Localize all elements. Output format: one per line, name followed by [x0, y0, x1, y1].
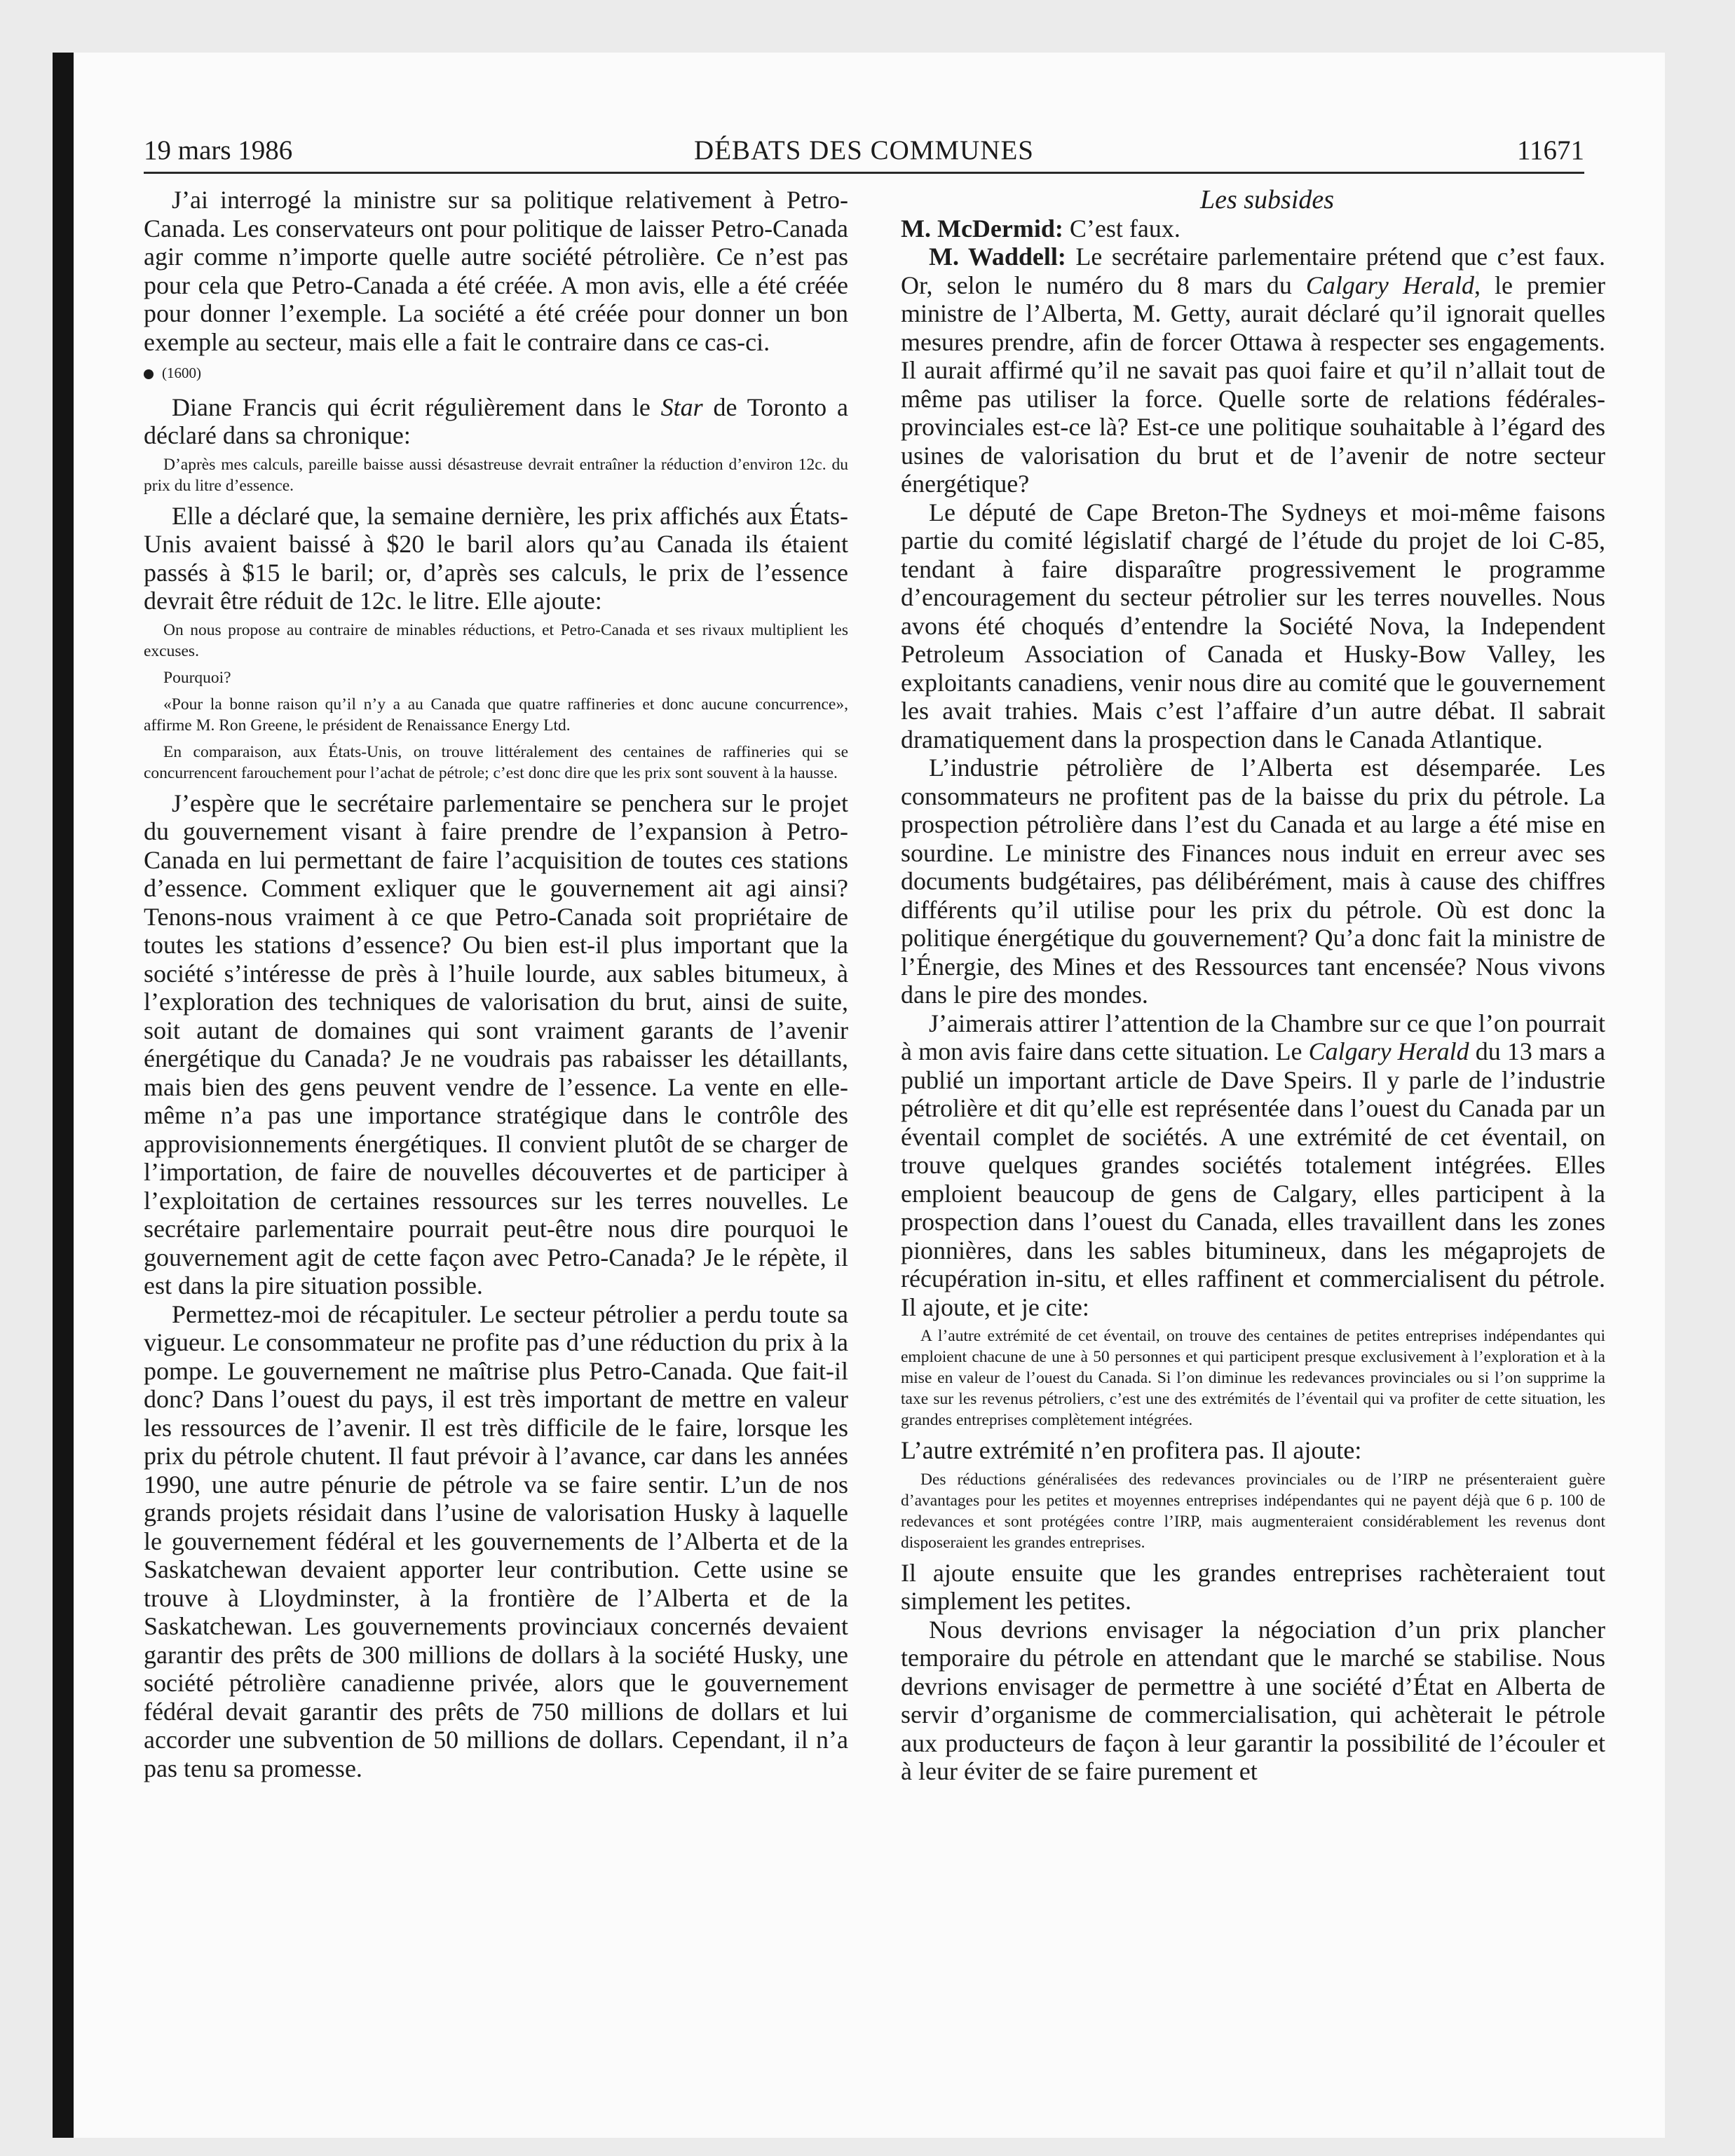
paragraph [901, 1009, 1605, 1322]
paragraph: J’ai interrogé la ministre sur sa politique relativement à Petro-Canada. Les conservateurs ont pour politique de laisser Petro-Canada agir comme n’importe quelle autre société pétrolière. Ce n’est pas pour cela que Petro-Canada a été créée. A mon avis, elle a été créée pour donner l’exemple. La société a été créée pour donner un bon exemple au secteur, mais elle a fait le contraire dans ce cas-ci. [144, 186, 848, 356]
paragraph: Elle a déclaré que, la semaine dernière, les prix affichés aux États-Unis avaient baissé à $20 le baril alors qu’au Canada ils étaient passés à $15 le baril; or, d’après ses calculs, le prix de l’essence devrait être réduit de 12c. le litre. Elle ajoute: [144, 501, 848, 615]
speech [901, 243, 1605, 498]
paragraph: Permettez-moi de récapituler. Le secteur pétrolier a perdu toute sa vigueur. Le consommateur ne profite pas d’une réduction du prix à la pompe. Le gouvernement ne maîtrise plus Petro-Canada. Que fait-il donc? Dans l’ouest du pays, il est très important de mettre en valeur les ressources de l’avenir. Il est très difficile de le faire, lorsque les prix du pétrole chutent. Il faut prévoir à l’avance, car dans les années 1990, une autre pénurie de pétrole va se faire sentir. L’un de nos grands projets résidait dans l’usine de valorisation Husky à laquelle le gouvernement fédéral et les gouvernements de l’Alberta et de la Saskatchewan devaient apporter leur contribution. Cette usine se trouve à Lloydminster, à la frontière de l’Alberta et de la Saskatchewan. Les gouvernements provinciaux concernés devaient garantir des prêts de 300 millions de dollars à la société Husky, une société pétrolière canadienne privée, alors que le gouvernement fédéral devait garantir des prêts de 750 millions de dollars et lui accorder une subvention de 50 millions de dollars. Cependant, il n’a pas tenu sa promesse. [144, 1299, 848, 1782]
paragraph: L’autre extrémité n’en profitera pas. Il ajoute: [901, 1436, 1362, 1464]
newspaper-name: Calgary Herald [1308, 1037, 1469, 1065]
quotation: Pourquoi? [163, 668, 231, 687]
speech [901, 214, 1605, 243]
text-run: Diane Francis qui écrit régulièrement dans le [172, 393, 661, 421]
section-title: Les subsides [1199, 185, 1335, 214]
quotation: D’après mes calculs, pareille baisse aussi désastreuse devrait entraîner la réduction d’environ 12c. du prix du litre d’essence. [144, 455, 848, 495]
quotation: En comparaison, aux États-Unis, on trouve littéralement des centaines de raffineries qui se concurrencent farouchement pour l’achat de pétrole; c’est donc dire que les prix sont souvent à la hausse. [144, 742, 848, 782]
newspaper-name: Star [660, 393, 703, 421]
text-run: du 13 mars a publié un important article de Dave Speirs. Il y parle de l’industrie pétrolière et dit qu’elle est représentée dans l’ouest du Canada par un éventail complet de sociétés. A une extrémité de cet éventail, on trouve quelques grandes sociétés totalement intégrées. Elles emploient beaucoup de gens de Calgary, elles participent à la prospection dans l’ouest du Canada, elles travaillent dans les zones pionnières, dans les sables bitumineux, dans les mégaprojets de récupération in-situ, et elles raffinent et commercialisent du pétrole. Il ajoute, et je cite: [901, 1037, 1605, 1321]
text-run: , le premier ministre de l’Alberta, M. Getty, aurait déclaré qu’il ignorait quelles mesures prendre, afin de forcer Ottawa à respecter ses engagements. Il aurait affirmé qu’il ne savait pas quoi faire et qu’il n’allait tout de même pas utiliser la force. Quelle sorte de relations fédérales-provinciales est-ce là? Est-ce une politique souhaitable à l’égard des usines de valorisation du brut et de l’avenir de notre secteur énergétique? [901, 271, 1605, 498]
right-column [901, 186, 1605, 1786]
text-run: C’est faux. [1063, 214, 1181, 243]
paragraph: Le député de Cape Breton-The Sydneys et moi-même faisons partie du comité législatif chargé de l’étude du projet de loi C-85, tendant à faire disparaître progressivement le programme d’encouragement du secteur pétrolier sur les terres nouvelles. Nous avons été choqués d’entendre la Société Nova, la Independent Petroleum Association of Canada et Husky-Bow Valley, les exploitants canadiens, venir nous dire au comité que le gouvernement les avait trahies. Mais c’est l’affaire d’un autre débat. Il sabrait dramatiquement dans la prospection dans le Canada Atlantique. [901, 498, 1605, 753]
speaker-name: M. Waddell: [929, 243, 1066, 271]
text-run: de Toronto a déclaré dans sa chronique: [144, 393, 848, 449]
text-run: J’aimerais attirer l’attention de la Chambre sur ce que l’on pourrait à mon avis faire dans cette situation. Le [901, 1009, 1605, 1065]
quotation: «Pour la bonne raison qu’il n’y a au Canada que quatre raffineries et donc aucune concurrence», affirme M. Ron Greene, le président de Renaissance Energy Ltd. [144, 695, 848, 735]
page-header [144, 137, 1584, 174]
time-marker-text: (1600) [162, 364, 201, 381]
quotation: A l’autre extrémité de cet éventail, on trouve des centaines de petites entreprises indépendantes qui emploient chacune de une à 50 personnes et qui participent presque exclusivement à l’exploration et à la mise en valeur de l’ouest du Canada. Si l’on diminue les redevances provinciales ou si l’on supprime la taxe sur les revenus pétroliers, c’est une des extrémités de l’éventail qui va profiter de cette situation, les grandes entreprises complètement intégrées. [901, 1327, 1605, 1429]
paragraph: Nous devrions envisager la négociation d’un prix plancher temporaire du pétrole en attendant que le marché se stabilise. Nous devrions envisager de permettre à une société d’État en Alberta de servir d’organisme de commercialisation, qui achèterait le pétrole aux producteurs de façon à leur garantir la possibilité de l’écouler et à leur éviter de se faire purement et [901, 1615, 1605, 1785]
header-page-number: 11671 [1516, 135, 1584, 165]
scan-binding-edge [53, 53, 74, 2138]
text-run: Le secrétaire parlementaire prétend que c’est faux. Or, selon le numéro du 8 mars du [901, 243, 1606, 299]
paragraph [144, 393, 848, 450]
newspaper-name: Calgary Herald [1305, 271, 1474, 299]
bullet-icon [144, 369, 154, 379]
paragraph: Il ajoute ensuite que les grandes entreprises rachèteraient tout simplement les petites. [901, 1558, 1605, 1615]
header-date: 19 mars 1986 [144, 135, 293, 165]
time-marker [144, 359, 848, 388]
quotation: Des réductions généralisées des redevances provinciales ou de l’IRP ne présenteraient guère d’avantages pour les petites et moyennes entreprises indépendantes qui ne payent déjà que 6 p. 100 de redevances et sont protégées contre l’IRP, mais augmenteraient considérablement les revenus dont disposeraient les grandes entreprises. [901, 1470, 1605, 1552]
header-title: DÉBATS DES COMMUNES [694, 135, 1034, 165]
speaker-name: M. McDermid: [901, 214, 1063, 243]
quotation: On nous propose au contraire de minables réductions, et Petro-Canada et ses rivaux multiplient les excuses. [144, 620, 848, 660]
left-column [144, 186, 848, 1782]
paragraph: L’industrie pétrolière de l’Alberta est désemparée. Les consommateurs ne profitent pas de la baisse du prix du pétrole. La prospection pétrolière dans l’est du Canada et au large a été mise en sourdine. Le ministre des Finances nous induit en erreur avec ses documents budgétaires, pas délibérément, mais à cause des chiffres différents qu’il utilise pour les prix du pétrole. Où est donc la politique énergétique du gouvernement? Qu’a donc fait la ministre de l’Énergie, des Mines et des Ressources tant encensée? Nous vivons dans le pire des mondes. [901, 753, 1605, 1009]
paragraph: J’espère que le secrétaire parlementaire se penchera sur le projet du gouvernement visant à faire prendre de l’expansion à Petro-Canada en lui permettant de faire l’acquisition de toutes ces stations d’essence. Comment exliquer que le gouvernement ait agi ainsi? Tenons-nous vraiment à ce que Petro-Canada soit propriétaire de toutes les stations d’essence? Ou bien est-il plus important que la société s’intéresse de près à l’huile lourde, aux sables bitumeux, à l’exploration des techniques de valorisation du brut, ainsi de suite, soit autant de domaines qui sont vraiment garants de l’avenir énergétique du Canada? Je ne voudrais pas rabaisser les détaillants, mais bien des gens peuvent vendre de l’essence. La vente en elle-même n’a pas une importance stratégique dans le contrôle des approvisionnements énergétiques. Il convient plutôt de se charger de l’importation, de faire de nouvelles découvertes et de participer à l’exploitation de certaines ressources sur les terres nouvelles. Le secrétaire parlementaire pourrait peut-être nous dire pourquoi le gouvernement agit de cette façon avec Petro-Canada? Je le répète, il est dans la pire situation possible. [144, 789, 848, 1299]
